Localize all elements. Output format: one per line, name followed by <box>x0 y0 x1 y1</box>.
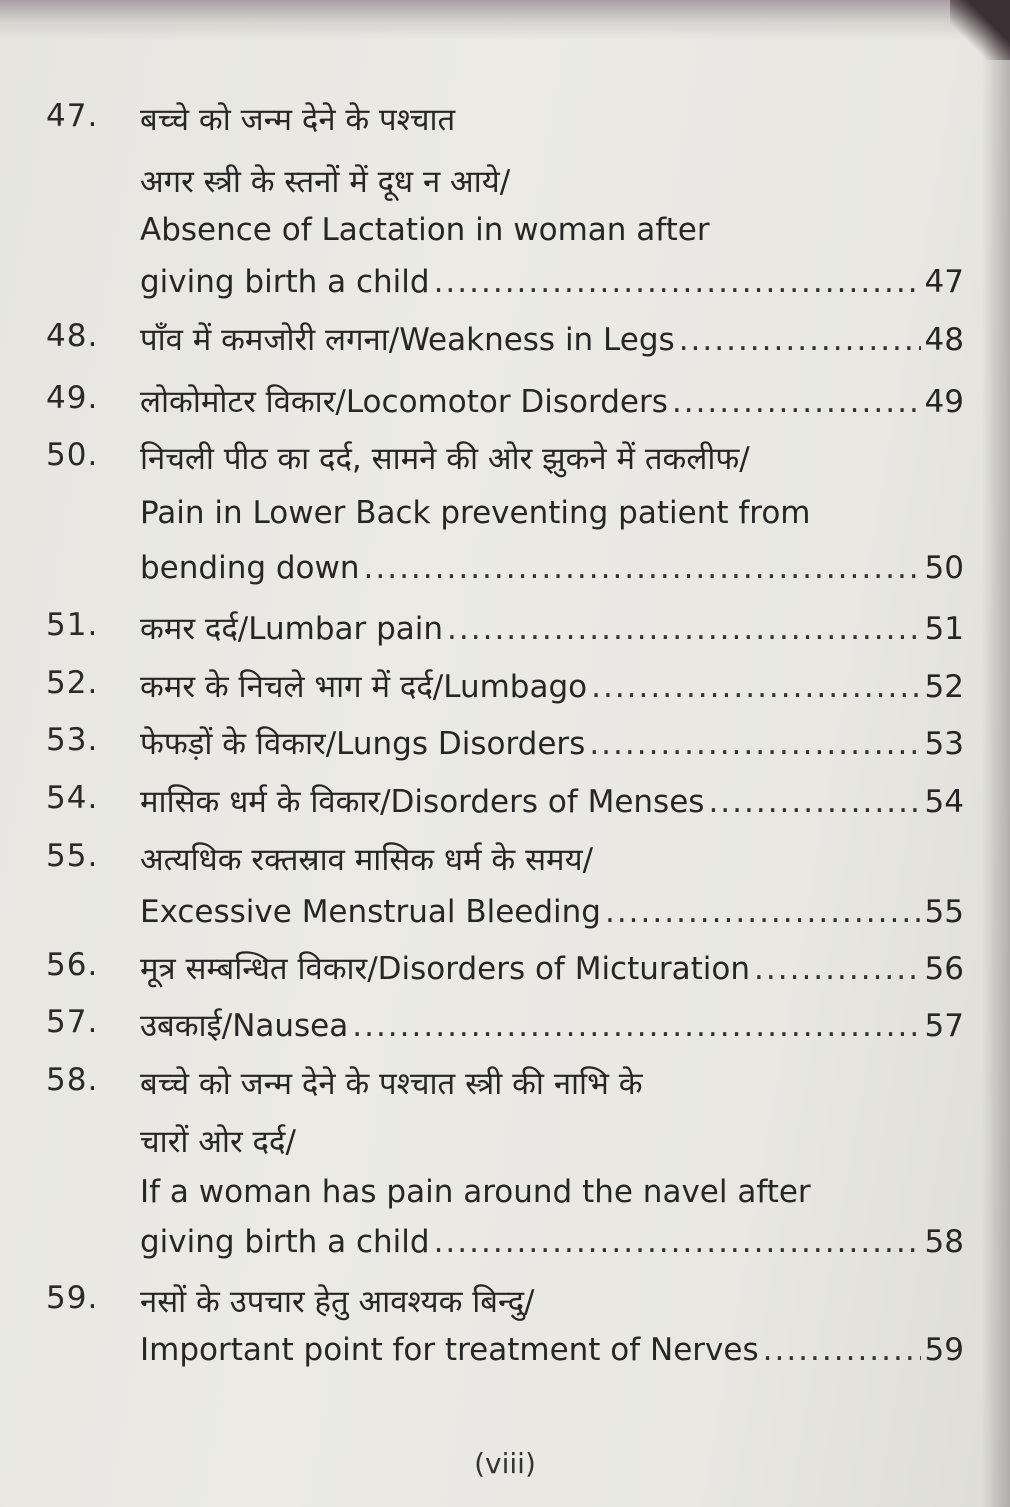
entry-line: Pain in Lower Back preventing patient from <box>140 495 811 531</box>
entry-title: giving birth a child <box>140 264 430 300</box>
entry-last-line <box>140 1224 964 1260</box>
entry-line: चारों ओर दर्द/ <box>140 1124 296 1160</box>
entry-number: 51. <box>46 607 99 643</box>
entry-title: कमर के निचले भाग में दर्द/Lumbago <box>140 669 588 705</box>
dot-leader <box>364 550 921 586</box>
entry-title: लोकोमोटर विकार/Locomotor Disorders <box>140 384 668 420</box>
entry-number: 49. <box>46 380 99 416</box>
page-footer-number: (viii) <box>474 1447 536 1480</box>
entry-line: निचली पीठ का दर्द, सामने की ओर झुकने में तकलीफ/ <box>140 441 750 477</box>
dot-leader <box>672 384 921 420</box>
entry-line: If a woman has pain around the navel after <box>140 1174 811 1210</box>
entry-number: 54. <box>46 780 99 816</box>
page-right-shadow <box>982 0 1010 1507</box>
page-number: 47 <box>924 264 964 300</box>
entry-title: giving birth a child <box>140 1224 430 1260</box>
dot-leader <box>434 264 921 300</box>
entry-line: अत्यधिक रक्तस्राव मासिक धर्म के समय/ <box>140 842 594 878</box>
dot-leader <box>352 1008 920 1044</box>
entry-number: 59. <box>46 1280 99 1316</box>
page-number: 57 <box>924 1008 964 1044</box>
entry-title: पाँव में कमजोरी लगना/Weakness in Legs <box>140 322 675 358</box>
entry-last-line <box>140 722 964 764</box>
entry-title: Important point for treatment of Nerves <box>140 1332 759 1368</box>
entry-last-line <box>140 550 964 586</box>
dot-leader <box>679 322 921 358</box>
dot-leader <box>763 1332 921 1368</box>
entry-title: मूत्र सम्बन्धित विकार/Disorders of Micturation <box>140 951 751 987</box>
entry-last-line <box>140 607 964 649</box>
page-number: 53 <box>924 726 964 762</box>
dot-leader <box>447 611 921 647</box>
entry-last-line <box>140 318 964 360</box>
entry-last-line <box>140 264 964 300</box>
page-number: 52 <box>924 669 964 705</box>
dot-leader <box>754 951 921 987</box>
entry-last-line <box>140 780 964 822</box>
page-number: 55 <box>924 894 964 930</box>
entry-title: Excessive Menstrual Bleeding <box>140 894 601 930</box>
dot-leader <box>589 726 920 762</box>
entry-last-line <box>140 947 964 989</box>
page-corner-shadow <box>950 0 1010 60</box>
entry-number: 58. <box>46 1062 99 1098</box>
entry-last-line <box>140 380 964 422</box>
entry-line: बच्चे को जन्म देने के पश्चात स्त्री की नाभि के <box>140 1066 643 1102</box>
page-number: 56 <box>924 951 964 987</box>
entry-title: उबकाई/Nausea <box>140 1008 349 1044</box>
dot-leader <box>708 784 920 820</box>
entry-title: मासिक धर्म के विकार/Disorders of Menses <box>140 784 705 820</box>
entry-number: 50. <box>46 437 99 473</box>
entry-line: Absence of Lactation in woman after <box>140 212 710 248</box>
page-number: 58 <box>924 1224 964 1260</box>
entry-title: कमर दर्द/Lumbar pain <box>140 611 444 647</box>
entry-line: नसों के उपचार हेतु आवश्यक बिन्दु/ <box>140 1284 535 1320</box>
entry-number: 56. <box>46 947 99 983</box>
entry-last-line <box>140 665 964 707</box>
entry-title: bending down <box>140 550 360 586</box>
entry-title: फेफड़ों के विकार/Lungs Disorders <box>140 726 586 762</box>
page-number: 49 <box>924 384 964 420</box>
entry-line: अगर स्त्री के स्तनों में दूध न आये/ <box>140 164 511 200</box>
page-number: 59 <box>924 1332 964 1368</box>
entry-number: 57. <box>46 1004 99 1040</box>
page-top-shadow <box>0 0 1010 40</box>
page-number: 48 <box>924 322 964 358</box>
entry-last-line <box>140 894 964 930</box>
dot-leader <box>605 894 921 930</box>
entry-number: 53. <box>46 722 99 758</box>
entry-line: बच्चे को जन्म देने के पश्चात <box>140 102 456 138</box>
entry-number: 52. <box>46 665 99 701</box>
page-number: 54 <box>924 784 964 820</box>
entry-last-line <box>140 1332 964 1368</box>
page-number: 51 <box>924 611 964 647</box>
entry-last-line <box>140 1004 964 1046</box>
entry-number: 55. <box>46 838 99 874</box>
entry-number: 47. <box>46 98 99 134</box>
entry-number: 48. <box>46 318 99 354</box>
page-number: 50 <box>924 550 964 586</box>
dot-leader <box>434 1224 921 1260</box>
dot-leader <box>591 669 920 705</box>
